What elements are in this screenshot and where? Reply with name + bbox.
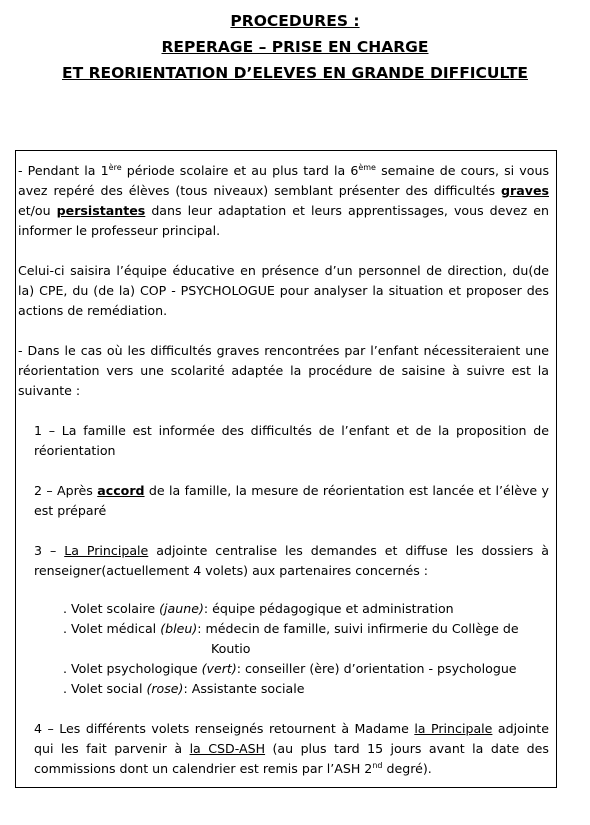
volet-item: . Volet médical (bleu): médecin de famille, suivi infirmerie du Collège de Koutio (63, 621, 519, 656)
step-1: 1 – La famille est informée des difficultés de l’enfant et de la proposition de réorientation (34, 423, 549, 458)
title-line-3: ET REORIENTATION D’ELEVES EN GRANDE DIFFICULTE (62, 64, 528, 82)
volets-list (63, 599, 549, 699)
page-title (0, 8, 590, 86)
emphasis-persistantes: persistantes (56, 203, 146, 218)
csd-ash: la CSD-ASH (189, 741, 266, 756)
principale-link: La Principale (64, 543, 149, 558)
paragraph-reorientation: - Dans le cas où les difficultés graves rencontrées par l’enfant nécessiteraient une réorientation vers une scolarité adaptée la procédure de saisine à suivre est la suivante : (18, 343, 549, 398)
title-line-1: PROCEDURES : (230, 12, 360, 30)
step-3: 3 – La Principale adjointe centralise les demandes et diffuse les dossiers à renseigner(actuellement 4 volets) aux partenaires concernés : (34, 543, 549, 578)
step-2: 2 – Après accord de la famille, la mesure de réorientation est lancée et l’élève y est préparé (34, 483, 549, 518)
emphasis-graves: graves (501, 183, 549, 198)
procedure-box (15, 150, 557, 788)
volet-item: . Volet psychologique (vert): conseiller (ère) d’orientation - psychologue (63, 661, 517, 676)
emphasis-accord: accord (97, 483, 145, 498)
volet-item: . Volet social (rose): Assistante sociale (63, 681, 305, 696)
step-4: 4 – Les différents volets renseignés retournent à Madame la Principale adjointe qui les fait parvenir à la CSD-ASH (au plus tard 15 jours avant la date des commissions dont un calendrier est remis par l’ASH 2nd degré). (34, 721, 549, 776)
intro-paragraph: - Pendant la 1ère période scolaire et au plus tard la 6ème semaine de cours, si vous avez repéré des élèves (tous niveaux) semblant présenter des difficultés graves et/ou persistantes dans leur adaptation et leurs apprentissages, vous devez en informer le professeur principal. (18, 162, 550, 238)
title-line-2: REPERAGE – PRISE EN CHARGE (161, 38, 429, 56)
volet-item: . Volet scolaire (jaune): équipe pédagogique et administration (63, 601, 454, 616)
paragraph-equipe-educative: Celui-ci saisira l’équipe éducative en présence d’un personnel de direction, du(de la) CPE, du (de la) COP - PSYCHOLOGUE pour analyser la situation et proposer des actions de remédiation. (18, 263, 549, 318)
